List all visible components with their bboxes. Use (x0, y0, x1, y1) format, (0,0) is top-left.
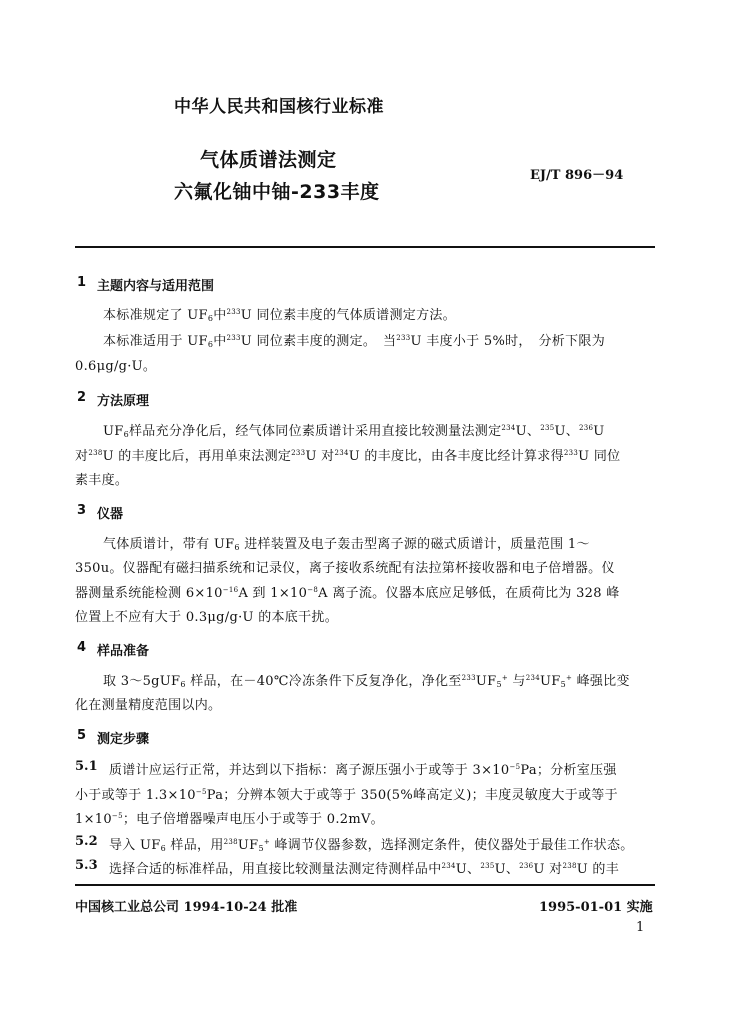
clause-5-1-line-1: 质谱计应运行正常，并达到以下指标：离子源压强小于或等于 $3\times 10^{-5}Pa$；分析室压强 (109, 763, 617, 778)
footer-divider (75, 884, 655, 886)
header-divider (75, 246, 655, 248)
section-2-number: 2 (77, 390, 87, 405)
section-3-number: 3 (77, 503, 87, 518)
clause-5-1-line-2: 小于或等于 $1.3\times 10^{-5}Pa$；分辨本领大于或等于 350(5%峰高定义)；丰度灵敏度大于或等于 (75, 788, 618, 803)
section-1-line-2: 本标准适用于 $UF_6$中$^{233}$U 同位素丰度的测定。 当$^{233}$U 丰度小于 5%时， 分析下限为 (103, 334, 605, 349)
standard-code: EJ/T 896－94 (530, 168, 624, 183)
document-title-line-1: 气体质谱法测定 (200, 149, 337, 171)
section-1-line-3: 0.6μg/g·U。 (75, 359, 157, 374)
section-5-number: 5 (77, 728, 87, 743)
section-3-line-4: 位置上不应有大于 0.3μg/g·U 的本底干扰。 (75, 610, 338, 625)
issuing-organization: 中华人民共和国核行业标准 (174, 97, 384, 117)
clause-5-1-line-3: $1\times 10^{-5}$；电子倍增器噪声电压小于或等于 0.2mV。 (75, 812, 384, 827)
section-3-line-2: 350u。仪器配有磁扫描系统和记录仪，离子接收系统配有法拉第杯接收器和电子倍增器。仪 (75, 561, 615, 576)
approval-note: 中国核工业总公司 1994-10-24 批准 (75, 900, 298, 915)
section-4-number: 4 (77, 640, 87, 655)
section-4-title: 样品准备 (97, 644, 150, 659)
clause-5-2-line-1: 导入 $UF_6$ 样品，用$^{238}UF_5^+$ 峰调节仪器参数，选择测定条件，使仪器处于最佳工作状态。 (109, 838, 634, 853)
section-4-line-2: 化在测量精度范围以内。 (75, 698, 222, 713)
section-2-line-3: 素丰度。 (75, 473, 129, 488)
clause-5-3-line-1: 选择合适的标准样品，用直接比较测量法测定待测样品中$^{234}$U、$^{235}$U、$^{236}$U 对$^{238}$U 的丰 (109, 862, 619, 877)
page-number: 1 (636, 920, 645, 935)
section-1-number: 1 (77, 275, 87, 290)
section-4-line-1: 取 3～5gUF$_6$ 样品，在－40℃冷冻条件下反复净化，净化至$^{233}UF_5^+$ 与$^{234}UF_5^+$ 峰强比变 (103, 674, 630, 689)
section-3-title: 仪器 (97, 507, 124, 522)
section-2-line-2: 对$^{238}$U 的丰度比后，再用单束法测定$^{233}$U 对$^{234}$U 的丰度比，由各丰度比经计算求得$^{233}$U 同位 (75, 449, 621, 464)
section-2-line-1: $UF_6$样品充分净化后，经气体同位素质谱计采用直接比较测量法测定$^{234}$U、$^{235}$U、$^{236}$U (103, 424, 605, 439)
clause-5-1-number: 5.1 (75, 759, 98, 774)
section-3-line-3: 器测量系统能检测 $6\times 10^{-16}A$ 到 $1\times 10^{-8}A$ 离子流。仪器本底应足够低，在质荷比为 328 峰 (75, 586, 620, 601)
document-title-line-2: 六氟化铀中铀-233丰度 (174, 181, 380, 203)
effective-date: 1995-01-01 实施 (539, 900, 653, 915)
section-5-title: 测定步骤 (97, 732, 150, 747)
section-1-title: 主题内容与适用范围 (97, 279, 215, 294)
section-2-title: 方法原理 (97, 394, 150, 409)
section-1-line-1: 本标准规定了 $UF_6$中$^{233}$U 同位素丰度的气体质谱测定方法。 (103, 308, 456, 323)
clause-5-2-number: 5.2 (75, 834, 98, 849)
section-3-line-1: 气体质谱计，带有 $UF_6$ 进样装置及电子轰击型离子源的磁式质谱计，质量范围 1～ (103, 537, 590, 552)
clause-5-3-number: 5.3 (75, 858, 98, 873)
